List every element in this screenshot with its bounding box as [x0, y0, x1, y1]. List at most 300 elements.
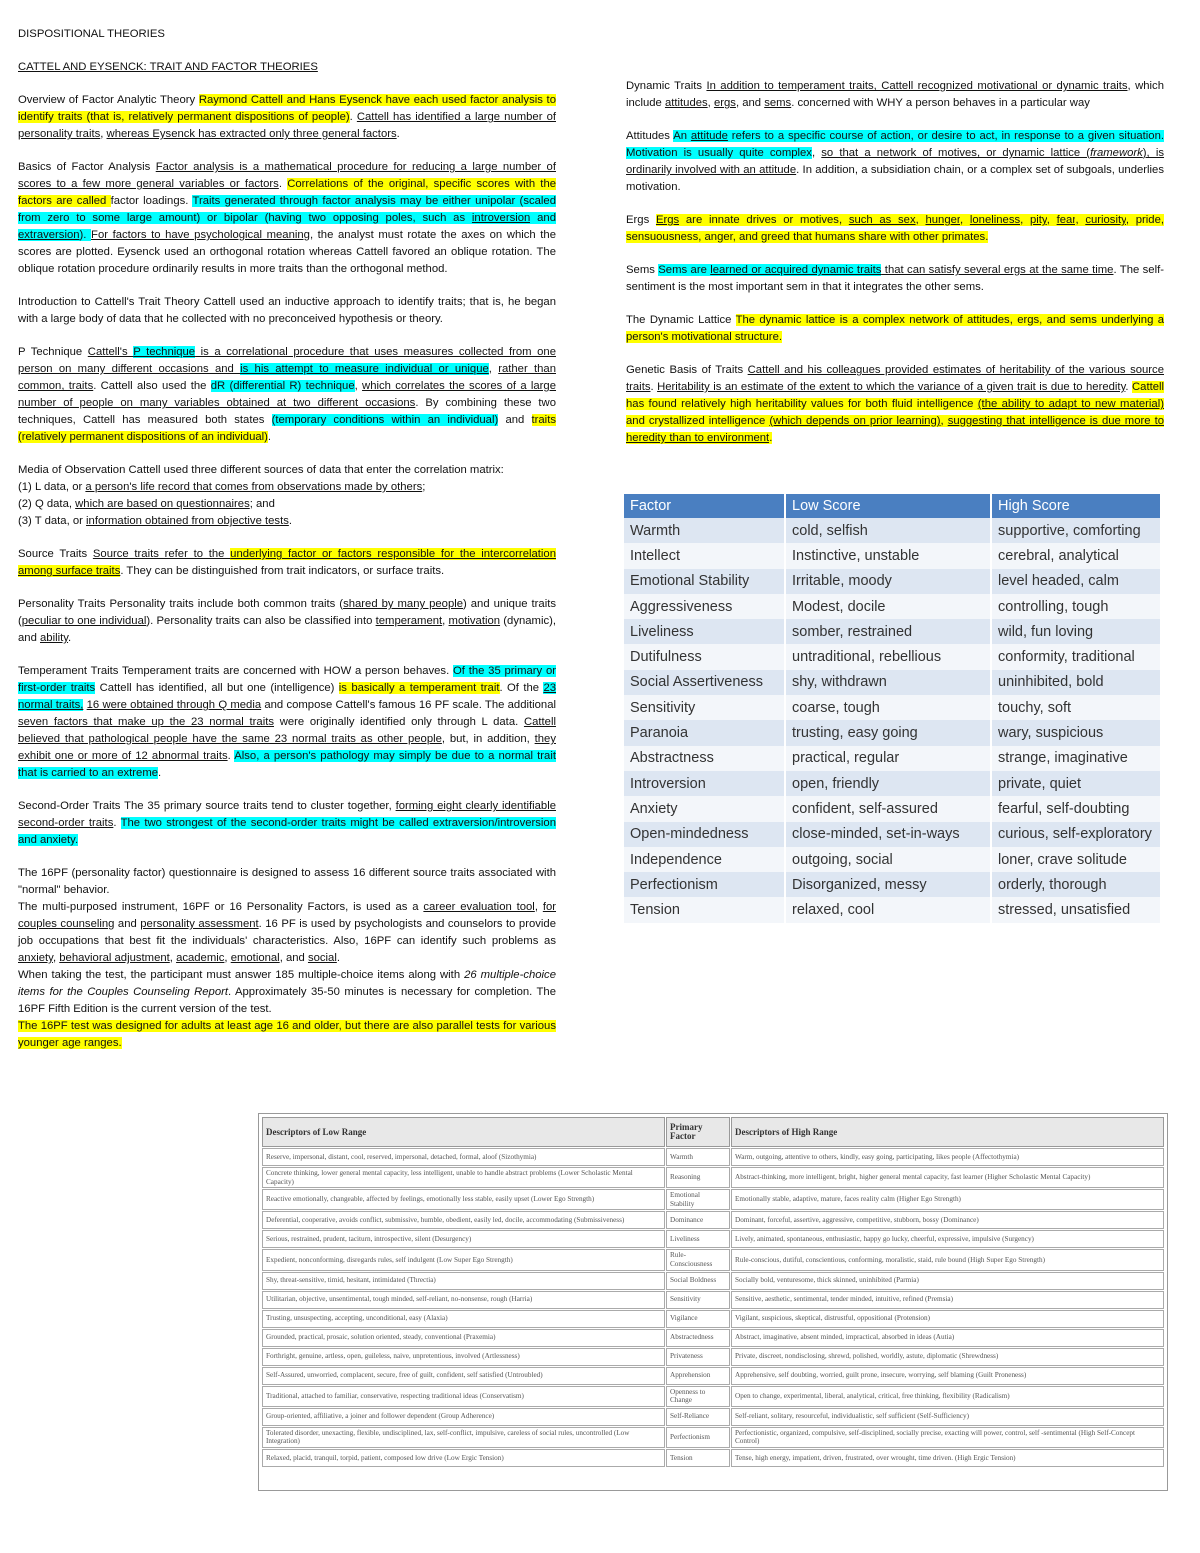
text-run: , which include [626, 80, 1164, 109]
low-range-cell: Reserve, impersonal, distant, cool, reserved, impersonal, detached, formal, aloof (Sizothymia) [262, 1148, 665, 1166]
text-run: (dynamic), and [18, 615, 556, 644]
factor-cell: Intellect [624, 543, 785, 568]
text-run: The two strongest of the second-order traits might be called extraversion/introversion and anxiety. [18, 817, 556, 846]
high-score-cell: strange, imaginative [991, 746, 1161, 771]
factor-cell: Social Assertiveness [624, 670, 785, 695]
text-run: . concerned with WHY a person behaves in a particular way [791, 97, 1090, 109]
text-run: Cattell has identified a large number of personality traits [18, 111, 556, 140]
text-run: (1) L data, or [18, 481, 86, 493]
high-score-cell: stressed, unsatisfied [991, 897, 1161, 922]
text-run: , [488, 363, 499, 375]
low-range-cell: Trusting, unsuspecting, accepting, unconditional, easy (Alaxia) [262, 1310, 665, 1328]
text-run: . The self-sentiment is the most important sem in that it integrates the other sems. [626, 264, 1164, 293]
text-run: , and [735, 97, 765, 109]
left-column [18, 26, 556, 1052]
text-run: dR (differential R) technique [210, 380, 355, 392]
factor-cell: Introversion [624, 771, 785, 796]
primary-factor-cell: Rule-Consciousness [666, 1249, 730, 1270]
text-run: Cattell has found relatively high heritability values for both fluid intelligence [626, 381, 1165, 410]
column-header-high-range: Descriptors of High Range [731, 1117, 1164, 1147]
text-run: , but, in addition, [441, 733, 535, 745]
column-header-low-range: Descriptors of Low Range [262, 1117, 665, 1147]
text-run: , pride, sensuousness, anger, and greed that humans share with other primates. [626, 214, 1165, 243]
text-run: . They can be distinguished from trait indicators, or surface traits. [120, 565, 445, 577]
high-range-cell: Dominant, forceful, assertive, aggressive, competitive, stubborn, bossy (Dominance) [731, 1211, 1164, 1229]
high-score-cell: conformity, traditional [991, 644, 1161, 669]
low-score-cell: open, friendly [785, 771, 991, 796]
low-score-cell: relaxed, cool [785, 897, 991, 922]
text-run: a person's life record that comes from observations made by others [85, 481, 423, 493]
text-run: Basics of Factor Analysis [18, 161, 156, 173]
factor-score-table [624, 494, 1162, 923]
low-range-cell: Utilitarian, objective, unsentimental, tough minded, self-reliant, no-nonsense, rough (Harria) [262, 1291, 665, 1309]
text-run: seven factors that make up the 23 normal traits [18, 716, 274, 728]
right-column [626, 78, 1164, 463]
table-row [624, 619, 1161, 644]
text-run: (3) T data, or [18, 515, 87, 527]
text-run: such as sex [848, 214, 916, 226]
text-run: . [396, 128, 400, 140]
text-run: , [100, 128, 107, 140]
text-run: The 16PF (personality factor) questionnaire is designed to assess 16 different source traits associated with "normal" behavior. [18, 867, 556, 896]
table-row [262, 1348, 1164, 1366]
text-run: fear [1056, 214, 1076, 226]
text-run: , [811, 147, 822, 159]
text-run: . [650, 381, 658, 393]
table-row [624, 771, 1161, 796]
low-score-cell: confident, self-assured [785, 796, 991, 821]
paragraph-factor-analysis-basics [18, 159, 556, 278]
paragraph-second-order-traits [18, 798, 556, 849]
text-run: and [114, 918, 141, 930]
text-run: Introduction to Cattell's Trait Theory Cattell used an inductive approach to identify traits; that is, he began with a large body of data that he collected with no preconceived hypothesis or theory. [18, 296, 556, 325]
text-run: When taking the test, the participant must answer 185 multiple-choice items along with [18, 969, 465, 981]
text-run: temperament [375, 615, 443, 627]
text-run: which correlates the scores of a large number of people on many variables obtained at two different occasions [18, 380, 557, 409]
low-range-cell: Relaxed, placid, tranquil, torpid, patient, composed low drive (Low Ergic Tension) [262, 1449, 665, 1467]
16pf-description [18, 865, 556, 899]
text-run: Sems [626, 264, 659, 276]
text-run: , [1020, 214, 1030, 226]
factor-cell: Dutifulness [624, 644, 785, 669]
text-run: . Approximately 35-50 minutes is necessary for completion. The 16PF Fifth Edition is the current version of the test. [18, 986, 556, 1015]
text-run: for couples counseling [18, 901, 557, 930]
text-run: pity [1030, 214, 1047, 226]
text-run: and compose Cattell's famous 16 PF scale. The additional [261, 699, 556, 711]
text-run: Personality Traits Personality traits include both common traits ( [18, 598, 344, 610]
primary-factor-cell: Self-Reliance [666, 1408, 730, 1426]
high-range-cell: Tense, high energy, impatient, driven, frustrated, over wrought, time driven. (High Ergic Tension) [731, 1449, 1164, 1467]
table-row [624, 695, 1161, 720]
paragraph-cattell-intro [18, 294, 556, 328]
text-run: Media of Observation Cattell used three different sources of data that enter the correlation matrix: [18, 464, 504, 476]
text-run: and crystallized intelligence [626, 415, 770, 427]
low-range-cell: Concrete thinking, lower general mental capacity, less intelligent, unable to handle abstract problems (Lower Scholastic Mental Capacity) [262, 1167, 665, 1188]
text-run: , [52, 952, 60, 964]
text-run: career evaluation tool [423, 901, 535, 913]
low-range-cell: Deferential, cooperative, avoids conflict, submissive, humble, obedient, easily led, docile, accommodating (Submissiveness) [262, 1211, 665, 1229]
factor-cell: Warmth [624, 518, 785, 543]
primary-factor-cell: Perfectionism [666, 1427, 730, 1448]
table-row [262, 1272, 1164, 1290]
low-score-cell: cold, selfish [785, 518, 991, 543]
high-range-cell: Rule-conscious, dutiful, conscientious, conforming, moralistic, staid, rule bound (High Super Ego Strength) [731, 1249, 1164, 1270]
table-row [624, 822, 1161, 847]
descriptors-table [261, 1116, 1165, 1468]
text-run: 23 normal traits, [18, 682, 557, 711]
low-range-cell: Self-Assured, unworried, complacent, secure, free of guilt, confident, self satisfied (Untroubled) [262, 1367, 665, 1385]
table-row [262, 1310, 1164, 1328]
text-run: so that a network of motives, or dynamic lattice ( [821, 147, 1091, 159]
text-run: and [530, 212, 556, 224]
text-run: The multi-purposed instrument, 16PF or 16 Personality Factors, is used as a [18, 901, 424, 913]
text-run: Motivation is usually quite complex [626, 147, 812, 159]
column-header-low-score: Low Score [785, 494, 991, 518]
table-row [624, 796, 1161, 821]
text-run: is basically a temperament trait [338, 682, 500, 694]
high-range-cell: Open to change, experimental, liberal, analytical, critical, free thinking, flexibility (Radicalism) [731, 1386, 1164, 1407]
paragraph-sems [626, 262, 1164, 296]
table-row [262, 1249, 1164, 1270]
text-run: academic [176, 952, 225, 964]
low-range-cell: Grounded, practical, prosaic, solution oriented, steady, conventional (Praxemia) [262, 1329, 665, 1347]
high-range-cell: Lively, animated, spontaneous, enthusiastic, happy go lucky, cheerful, expressive, impulsive (Surgency) [731, 1230, 1164, 1248]
text-run: Source Traits [18, 548, 93, 560]
text-run: . Cattell also used the [93, 380, 211, 392]
table-row [262, 1211, 1164, 1229]
paragraph-temperament-traits [18, 663, 556, 782]
text-run: forming eight clearly identifiable second-order traits [18, 800, 556, 829]
high-score-cell: wild, fun loving [991, 619, 1161, 644]
descriptors-table-header [262, 1117, 1164, 1147]
text-run: is a correlational procedure that uses measures collected from one person on many different occasions and [18, 346, 556, 375]
text-run: behavioral adjustment [59, 952, 170, 964]
text-run: , [1075, 214, 1086, 226]
table-row [262, 1449, 1164, 1467]
text-run: , [915, 214, 926, 226]
text-run: , [1046, 214, 1057, 226]
text-run: . In addition, a subsidiation chain, or a complex set of subgoals, underlies motivation. [626, 164, 1164, 193]
text-run: ). Personality traits can also be classified into [146, 615, 376, 627]
text-run: (temporary conditions within an individual) [271, 414, 499, 426]
text-run: rather than common, traits [18, 363, 556, 392]
low-score-cell: shy, withdrawn [785, 670, 991, 695]
text-run: and [498, 414, 532, 426]
low-range-cell: Forthright, genuine, artless, open, guileless, naive, unpretentious, involved (Artlessness) [262, 1348, 665, 1366]
text-run: , [960, 214, 970, 226]
text-run: factor loadings. [110, 195, 193, 207]
text-run: 16 were obtained through Q media [86, 699, 262, 711]
column-header-factor: Factor [624, 494, 785, 518]
high-score-cell: orderly, thorough [991, 872, 1161, 897]
text-run: P Technique [18, 346, 88, 358]
text-run: motivation [448, 615, 501, 627]
table-row [262, 1367, 1164, 1385]
low-range-cell: Traditional, attached to familiar, conservative, respecting traditional ideas (Conservatism) [262, 1386, 665, 1407]
primary-factor-cell: Warmth [666, 1148, 730, 1166]
text-run: (which depends on prior learning) [769, 415, 941, 427]
text-run: Attitudes [626, 130, 674, 142]
primary-factor-cell: Vigilance [666, 1310, 730, 1328]
high-score-cell: wary, suspicious [991, 720, 1161, 745]
table-row [624, 847, 1161, 872]
paragraph-genetic-basis [626, 362, 1164, 447]
text-run: Raymond Cattell and Hans Eysenck have each used factor analysis to identify traits (that is, relatively permanent dispositions of people) [18, 94, 556, 123]
primary-factor-cell: Emotional Stability [666, 1189, 730, 1210]
paragraph-source-traits [18, 546, 556, 580]
text-run: are innate drives or motives, [679, 214, 849, 226]
text-run: they exhibit one or more of 12 abnormal traits [18, 733, 556, 762]
table-row [262, 1230, 1164, 1248]
text-run: learned or acquired dynamic traits [710, 264, 882, 276]
primary-factor-cell: Sensitivity [666, 1291, 730, 1309]
media-item-l-data [18, 479, 556, 496]
text-run: emotional [230, 952, 280, 964]
16pf-age-range [18, 1018, 556, 1052]
table-row [624, 872, 1161, 897]
high-score-cell: curious, self-exploratory [991, 822, 1161, 847]
low-score-cell: close-minded, set-in-ways [785, 822, 991, 847]
low-range-cell: Group-oriented, affiliative, a joiner and follower dependent (Group Adherence) [262, 1408, 665, 1426]
media-intro [18, 462, 556, 479]
high-range-cell: Perfectionistic, organized, compulsive, self-disciplined, socially precise, exacting will power, control, self -sentimental (High Self-Concept Control) [731, 1427, 1164, 1448]
table-row [624, 594, 1161, 619]
text-run: (the ability to adapt to new material) [977, 398, 1164, 410]
primary-factor-cell: Tension [666, 1449, 730, 1467]
factor-cell: Liveliness [624, 619, 785, 644]
high-score-cell: loner, crave solitude [991, 847, 1161, 872]
text-run: sems [764, 97, 792, 109]
high-range-cell: Socially bold, venturesome, thick skinned, uninhibited (Parmia) [731, 1272, 1164, 1290]
factor-cell: Independence [624, 847, 785, 872]
high-score-cell: supportive, comforting [991, 518, 1161, 543]
table-row [624, 746, 1161, 771]
text-run: , [354, 380, 363, 392]
high-range-cell: Abstract-thinking, more intelligent, bright, higher general mental capacity, fast learner (Higher Scholastic Mental Capacity) [731, 1167, 1164, 1188]
text-run: which are based on questionnaires [75, 498, 250, 510]
text-run: The dynamic lattice is a complex network of attitudes, ergs, and sems underlying a person's motivational structure. [626, 314, 1164, 343]
low-range-cell: Serious, restrained, prudent, taciturn, introspective, silent (Desurgency) [262, 1230, 665, 1248]
text-run: Of the 35 primary or first-order traits [18, 665, 556, 694]
table-row [262, 1329, 1164, 1347]
text-run: , [224, 952, 231, 964]
paragraph-media-of-observation [18, 462, 556, 530]
high-range-cell: Private, discreet, nondisclosing, shrewd, polished, worldly, astute, diplomatic (Shrewdness) [731, 1348, 1164, 1366]
high-range-cell: Self-reliant, solitary, resourceful, individualistic, self sufficient (Self-Sufficiency) [731, 1408, 1164, 1426]
table-row [624, 897, 1161, 922]
low-score-cell: outgoing, social [785, 847, 991, 872]
paragraph-dynamic-lattice [626, 312, 1164, 346]
media-item-t-data [18, 513, 556, 530]
high-score-cell: private, quiet [991, 771, 1161, 796]
text-run: In addition to temperament traits, Cattell recognized motivational or dynamic traits [706, 80, 1128, 92]
text-run: curiosity [1085, 214, 1126, 226]
text-run: Also, a person's pathology may simply be due to a normal trait that is carried to an extreme [18, 750, 556, 779]
high-score-cell: uninhibited, bold [991, 670, 1161, 695]
text-run: . [349, 111, 357, 123]
paragraph-p-technique [18, 344, 556, 446]
text-run: . [336, 952, 340, 964]
table-row [262, 1386, 1164, 1407]
text-run: loneliness [969, 214, 1021, 226]
text-run: Ergs [655, 214, 680, 226]
factor-cell: Emotional Stability [624, 569, 785, 594]
text-run: . Of the [499, 682, 544, 694]
text-run: anxiety [18, 952, 53, 964]
text-run: Sems are [658, 264, 711, 276]
primary-factor-cell: Apprehension [666, 1367, 730, 1385]
text-run: 26 multiple-choice items for the Couples Counseling Report [18, 969, 556, 998]
text-run: Heritability is an estimate of the extent to which the variance of a given trait is due to heredity [657, 381, 1126, 393]
text-run: P technique [133, 346, 196, 358]
text-run: Ergs [626, 214, 656, 226]
text-run: that can satisfy several ergs at the same time [881, 264, 1114, 276]
high-range-cell: Emotionally stable, adaptive, mature, faces reality calm (Higher Ego Strength) [731, 1189, 1164, 1210]
table-row [262, 1189, 1164, 1210]
high-score-cell: level headed, calm [991, 569, 1161, 594]
text-run: . [288, 515, 292, 527]
text-run: underlying factor or factors responsible for the intercorrelation among surface traits [18, 548, 556, 577]
descriptors-table-frame [258, 1113, 1168, 1491]
high-range-cell: Sensitive, aesthetic, sentimental, tender minded, intuitive, refined (Premsia) [731, 1291, 1164, 1309]
table-row [624, 644, 1161, 669]
text-run: . [769, 432, 773, 444]
text-run: . [267, 431, 272, 443]
paragraph-ergs [626, 212, 1164, 246]
text-run: hunger [925, 214, 961, 226]
text-run: Genetic Basis of Traits [626, 364, 748, 376]
text-run: ; and [249, 498, 275, 510]
high-range-cell: Vigilant, suspicious, skeptical, distrustful, oppositional (Protension) [731, 1310, 1164, 1328]
text-run: , the analyst must rotate the axes on which the scores are plotted. Eysenck used an orthogonal rotation whereas Cattell favored an oblique rotation. The oblique rotation procedure ordinarily results in more traits than the orthogonal method. [18, 229, 556, 275]
factor-cell: Sensitivity [624, 695, 785, 720]
table-row [624, 720, 1161, 745]
text-run: information obtained from objective tests [86, 515, 289, 527]
text-run: Correlations of the original, specific scores with the factors are called [18, 178, 557, 207]
text-run: personality assessment [140, 918, 259, 930]
text-run: . [113, 817, 121, 829]
descriptors-table-body [262, 1148, 1164, 1467]
text-run: suggesting that intelligence is due more to heredity than to environment [626, 415, 1164, 444]
text-run: Factor analysis is a mathematical procedure for reducing a large number of scores to a few more general variables or factors [18, 161, 556, 190]
table-row [624, 518, 1161, 543]
table-row [624, 670, 1161, 695]
table-row [262, 1408, 1164, 1426]
text-run: . [158, 767, 162, 779]
text-run: Cattell believed that pathological people have the same 23 normal traits as other people [18, 716, 556, 745]
text-run: Cattell's [87, 346, 134, 358]
text-run: Dynamic Traits [626, 80, 707, 92]
text-run: . 16 PF is used by psychologists and counselors to provide job occupations that best fit the individuals' characteristics. Also, 16PF can identify such problems as [18, 918, 556, 947]
low-range-cell: Tolerated disorder, unexacting, flexible, undisciplined, lax, self-conflict, impulsive, careless of social rules, uncontrolled (Low Integration) [262, 1427, 665, 1448]
low-score-cell: untraditional, rebellious [785, 644, 991, 669]
factor-cell: Open-mindedness [624, 822, 785, 847]
high-range-cell: Warm, outgoing, attentive to others, kindly, easy going, participating, likes people (Affectothymia) [731, 1148, 1164, 1166]
factor-table-body [624, 518, 1161, 923]
low-score-cell: Instinctive, unstable [785, 543, 991, 568]
text-run: Traits generated through factor analysis may be either unipolar (scaled from zero to some large amount) or bipolar (having two opposing poles, such as [18, 195, 556, 224]
text-run: Source traits refer to the [92, 548, 231, 560]
high-score-cell: touchy, soft [991, 695, 1161, 720]
table-row [262, 1291, 1164, 1309]
text-run: framework [1090, 147, 1143, 159]
text-run: , and [279, 952, 308, 964]
paragraph-attitudes [626, 128, 1164, 196]
low-range-cell: Expedient, nonconforming, disregards rules, self indulgent (Low Super Ego Strength) [262, 1249, 665, 1270]
high-range-cell: Apprehensive, self doubting, worried, guilt prone, insecure, worrying, self blaming (Guilt Proneness) [731, 1367, 1164, 1385]
text-run: attitudes [664, 97, 708, 109]
text-run: ability [40, 632, 69, 644]
low-range-cell: Reactive emotionally, changeable, affected by feelings, emotionally less stable, easily upset (Lower Ego Strength) [262, 1189, 665, 1210]
factor-cell: Anxiety [624, 796, 785, 821]
primary-factor-cell: Privateness [666, 1348, 730, 1366]
low-score-cell: Disorganized, messy [785, 872, 991, 897]
text-run: extraversion [18, 229, 80, 241]
text-run: . By combining these two techniques, Cattell has measured both states [18, 397, 556, 426]
text-run: The 16PF test was designed for adults at least age 16 and older, but there are also parallel tests for various younger age ranges. [18, 1020, 556, 1049]
text-run: . [278, 178, 288, 190]
text-run: Second-Order Traits The 35 primary source traits tend to cluster together, [18, 800, 396, 812]
text-run: ), is ordinarily involved with an attitude [626, 147, 1165, 176]
text-run: An [673, 130, 691, 142]
table-row [262, 1167, 1164, 1188]
primary-factor-cell: Dominance [666, 1211, 730, 1229]
table-row [624, 543, 1161, 568]
text-run: traits (relatively permanent dispositions of an individual) [18, 414, 556, 443]
low-score-cell: trusting, easy going [785, 720, 991, 745]
text-run: . [227, 750, 235, 762]
text-run: social [307, 952, 337, 964]
low-score-cell: practical, regular [785, 746, 991, 771]
text-run: ). [79, 229, 92, 241]
low-range-cell: Shy, threat-sensitive, timid, hesitant, intimidated (Threctia) [262, 1272, 665, 1290]
column-header-high-score: High Score [991, 494, 1161, 518]
text-run: Temperament Traits Temperament traits are concerned with HOW a person behaves. [18, 665, 453, 677]
table-row [262, 1148, 1164, 1166]
text-run: peculiar to one individual [21, 615, 147, 627]
low-score-cell: Irritable, moody [785, 569, 991, 594]
primary-factor-cell: Reasoning [666, 1167, 730, 1188]
paragraph-personality-traits [18, 596, 556, 647]
high-score-cell: cerebral, analytical [991, 543, 1161, 568]
factor-cell: Aggressiveness [624, 594, 785, 619]
document-title: DISPOSITIONAL THEORIES [18, 28, 165, 40]
text-run: ergs [713, 97, 736, 109]
text-run: , [534, 901, 543, 913]
factor-cell: Perfectionism [624, 872, 785, 897]
16pf-administration [18, 967, 556, 1018]
high-range-cell: Abstract, imaginative, absent minded, impractical, absorbed in ideas (Autia) [731, 1329, 1164, 1347]
primary-factor-cell: Social Boldness [666, 1272, 730, 1290]
low-score-cell: Modest, docile [785, 594, 991, 619]
factor-table-header [624, 494, 1161, 518]
text-run: whereas Eysenck has extracted only three general factors [106, 128, 397, 140]
table-row [624, 569, 1161, 594]
high-score-cell: fearful, self-doubting [991, 796, 1161, 821]
paragraph-16pf [18, 865, 556, 1052]
primary-factor-cell: Abstractedness [666, 1329, 730, 1347]
text-run: , [442, 615, 449, 627]
low-score-cell: somber, restrained [785, 619, 991, 644]
text-run: , [707, 97, 714, 109]
media-item-q-data [18, 496, 556, 513]
text-run: is his attempt to measure individual or unique [240, 363, 489, 375]
low-score-cell: coarse, tough [785, 695, 991, 720]
text-run: , [940, 415, 948, 427]
column-header-primary-factor: Primary Factor [666, 1117, 730, 1147]
factor-cell: Abstractness [624, 746, 785, 771]
text-run: . [68, 632, 72, 644]
